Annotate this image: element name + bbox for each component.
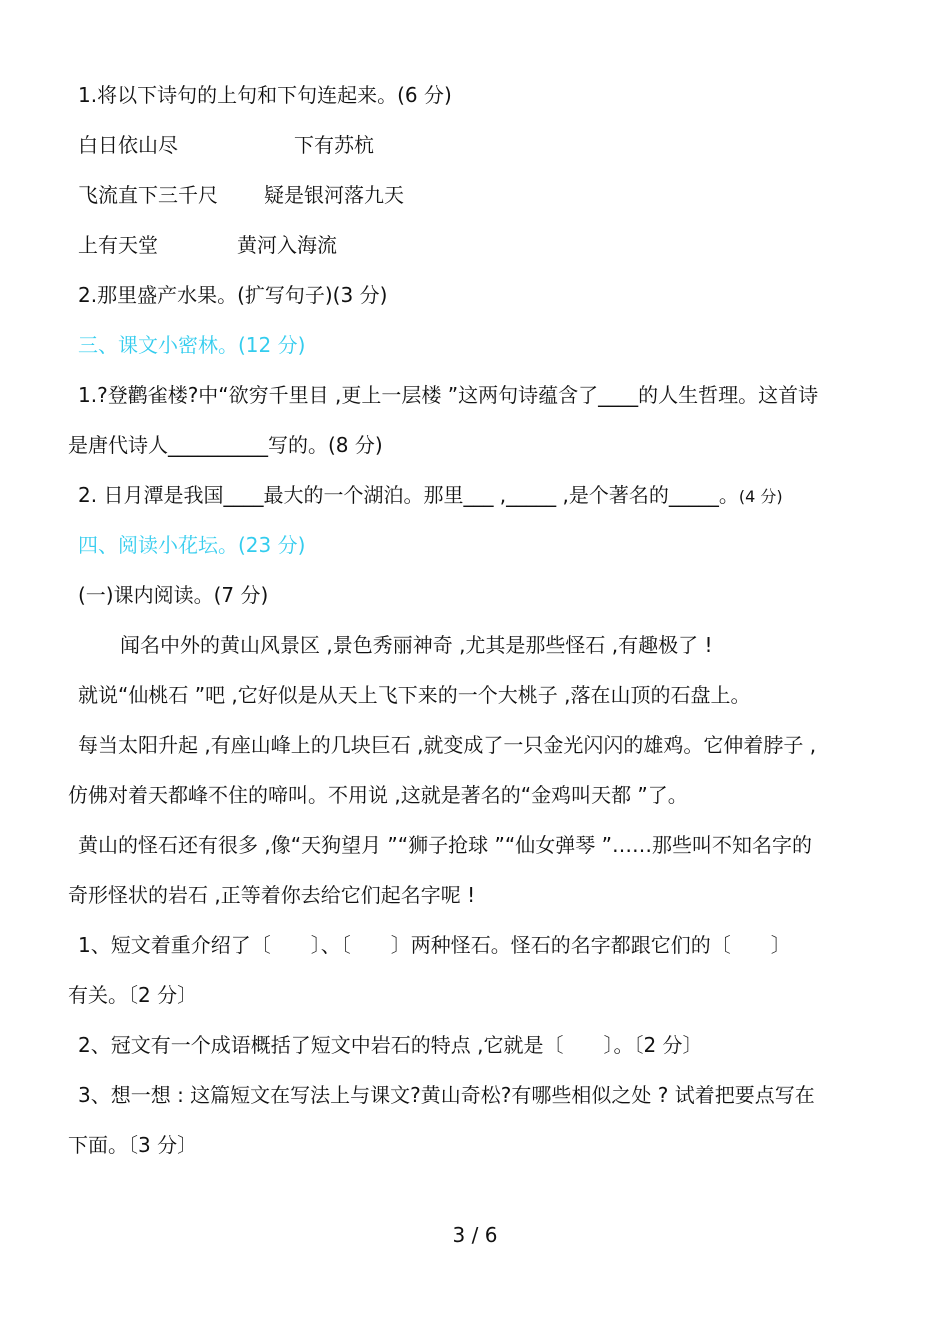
question-1-title: 1.将以下诗句的上句和下句连起来。(6 分) <box>78 83 452 107</box>
passage-line-1: 闻名中外的黄山风景区 ,景色秀丽神奇 ,尤其是那些怪石 ,有趣极了 ! <box>120 633 713 657</box>
poem-right-3: 黄河入海流 <box>237 233 337 257</box>
section-3-q2 <box>78 481 783 511</box>
passage-line-6: 奇形怪状的岩石 ,正等着你去给它们起名字呢 ! <box>68 883 476 907</box>
reading-q1-line1: 1、短文着重介绍了〔 〕、〔 〕两种怪石。怪石的名字都跟它们的〔 〕 <box>78 933 791 957</box>
section-3-heading: 三、课文小密林。(12 分) <box>78 333 306 357</box>
poem-right-1: 下有苏杭 <box>294 133 374 157</box>
reading-q1-line2: 有关。〔2 分〕 <box>68 983 198 1007</box>
poem-left-2: 飞流直下三千尺 <box>78 183 218 207</box>
question-2-title: 2.那里盛产水果。(扩写句子)(3 分) <box>78 283 388 307</box>
passage-line-3: 每当太阳升起 ,有座山峰上的几块巨石 ,就变成了一只金光闪闪的雄鸡。它伸着脖子 , <box>78 733 817 757</box>
section-3-q2-text: 2. 日月潭是我国____最大的一个湖泊。那里___ ,_____ ,是个著名的_____。 <box>78 483 739 507</box>
poem-right-2: 疑是银河落九天 <box>264 183 404 207</box>
reading-1-title: (一)课内阅读。(7 分) <box>78 583 269 607</box>
passage-line-4: 仿佛对着天都峰不住的啼叫。不用说 ,这就是著名的“金鸡叫天都 ”了。 <box>68 783 688 807</box>
passage-line-5: 黄山的怪石还有很多 ,像“天狗望月 ”“狮子抢球 ”“仙女弹琴 ”……那些叫不知名字的 <box>78 833 812 857</box>
poem-left-3: 上有天堂 <box>78 233 158 257</box>
section-3-q2-score: (4 分) <box>738 487 783 506</box>
passage-line-2: 就说“仙桃石 ”吧 ,它好似是从天上飞下来的一个大桃子 ,落在山顶的石盘上。 <box>78 683 751 707</box>
page-number: 3 / 6 <box>452 1223 498 1247</box>
section-3-q1-line2: 是唐代诗人__________写的。(8 分) <box>68 433 383 457</box>
reading-q3-line2: 下面。〔3 分〕 <box>68 1133 198 1157</box>
reading-q3-line1: 3、想一想 : 这篇短文在写法上与课文?黄山奇松?有哪些相似之处 ? 试着把要点写在 <box>78 1083 815 1107</box>
section-3-q1-line1: 1.?登鹳雀楼?中“欲穷千里目 ,更上一层楼 ”这两句诗蕴含了____的人生哲理。这首诗 <box>78 383 819 407</box>
reading-q2: 2、冠文有一个成语概括了短文中岩石的特点 ,它就是〔 〕。〔2 分〕 <box>78 1033 703 1057</box>
poem-left-1: 白日依山尽 <box>78 133 178 157</box>
section-4-heading: 四、阅读小花坛。(23 分) <box>78 533 306 557</box>
